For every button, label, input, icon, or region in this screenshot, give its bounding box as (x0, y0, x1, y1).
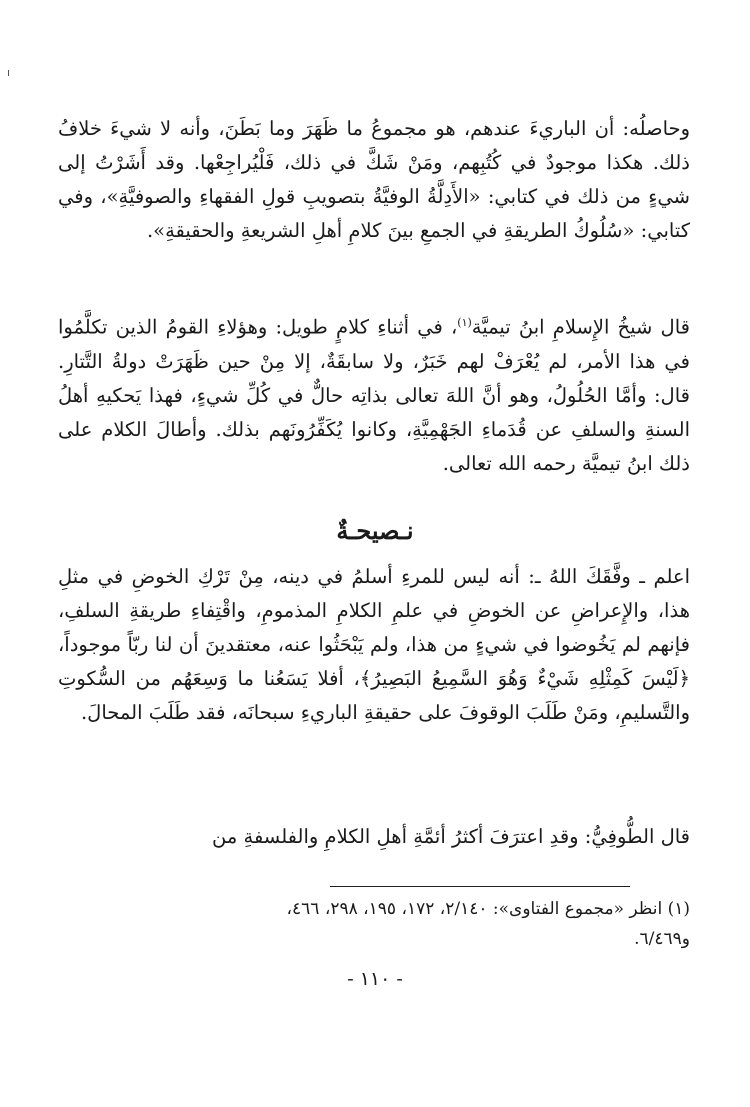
paragraph-advice: اعلم ـ وفَّقَكَ اللهُ ـ: أنه ليس للمرءِ أسلمُ في دينه، مِنْ تَرْكِ الخوضِ في مثلِ هذا، والإِعراضِ عن الخوضِ في علمِ الكلامِ المذمومِ، واقْتِفاءِ طريقةِ السلفِ، فإنهم لم يَخُوضوا في شيءٍ من هذا، ولم يَبْحَثُوا عنه، معتقدينَ أن لنا ربّاً موجوداً، ﴿لَيْسَ كَمِثْلِهِ شَيْءٌ وَهُوَ السَّمِيعُ البَصِيرُ﴾، أفلا يَسَعُنا ما وَسِعَهُم من السُّكوتِ والتَّسليمِ، ومَنْ طَلَبَ الوقوفَ على حقيقةِ الباريءِ سبحانَه، فقد طَلَبَ المحالَ. (58, 565, 690, 724)
footnote (58, 894, 690, 954)
page-number: - ١١٠ - (347, 968, 403, 990)
paragraph-ibn-taymiyya-quote (58, 306, 690, 481)
scan-mark (8, 70, 13, 76)
paragraph-text-start: قال شيخُ الإِسلامِ ابنُ تيميَّة (471, 315, 690, 339)
footnote-line-2: و٦/٤٦٩. (634, 929, 690, 949)
paragraph-summary: وحاصلُه: أن الباريءَ عندهم، هو مجموعُ ما ظَهَرَ وما بَطَنَ، وأنه لا شيءَ خلافُ ذلك. هكذا موجودٌ في كُتُبِهم، ومَنْ شَكَّ في ذلك، فَلْيُراجِعْها. وقد أَشَرْتُ إلى شيءٍ من ذلك في كتابي: «الأَدِلَّةُ الوفيَّةُ بتصويبِ قولِ الفقهاءِ والصوفيَّةِ»، وفي كتابي: «سُلُوكُ الطريقةِ في الجمعِ بينَ كلامِ أهلِ الشريعةِ والحقيقةِ». (58, 117, 690, 242)
footnote-line-1: (١) انظر «مجموع الفتاوى»: ٢/١٤٠، ١٧٢، ١٩٥، ٢٩٨، ٤٦٦، (286, 899, 690, 919)
paragraph-tufi-quote: قال الطُّوفِيُّ: وقدِ اعترَفَ أكثرُ أئمَّةِ أهلِ الكلامِ والفلسفةِ من (212, 825, 690, 848)
footnote-divider (330, 886, 630, 887)
section-heading: نـصيحـةٌ (336, 516, 414, 545)
footnote-reference: (١) (457, 316, 472, 329)
paragraph-text-end: ، في أثناءِ كلامٍ طويل: وهؤلاءِ القومُ الذين تكلَّمُوا في هذا الأمر، لم يُعْرَفْ لهم خَبَرٌ، ولا سابقَةٌ، إلا مِنْ حين ظَهَرَتْ دولةُ التَّتارِ. قال: وأمَّا الحُلُولُ، وهو أنَّ اللهَ تعالى بذاتِه حالٌّ في كُلِّ شيءٍ، فهذا يَحكيهِ أهلُ السنةِ والسلفِ عن قُدَماءِ الجَهْمِيَّةِ، وكانوا يُكَفِّرُونَهم بذلك. وأطالَ الكلام على ذلك ابنُ تيميَّة رحمه الله تعالى. (58, 315, 690, 475)
